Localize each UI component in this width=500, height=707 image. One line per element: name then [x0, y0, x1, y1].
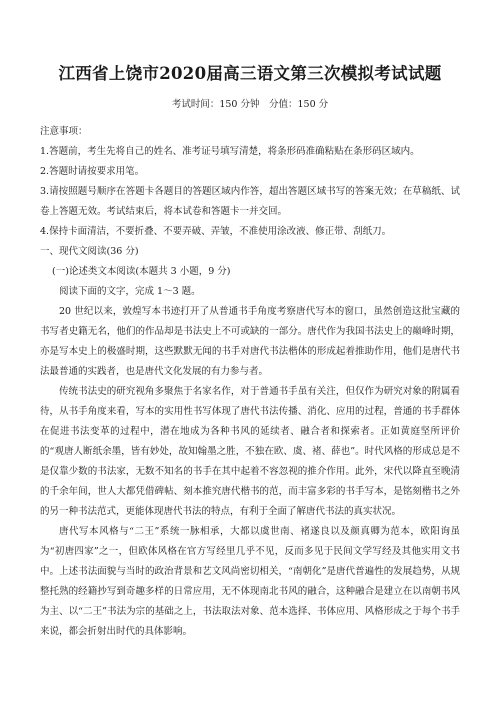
- notes-heading: 注意事项：: [40, 126, 88, 137]
- subsection-heading: (一)论述类文本阅读(本题共 3 小题，9 分): [52, 266, 231, 277]
- section-heading: 一、现代文阅读(36 分): [40, 246, 139, 257]
- note-item: 3.请按照题号顺序在答题卡各题目的答题区域内作答，超出答题区域书写的答案无效；在草稿纸、试卷上答题无效。考试结束后，将本试卷和答题卡一并交回。: [40, 186, 460, 217]
- document-title: 江西省上饶市2020届高三语文第三次模拟考试试题: [58, 64, 442, 83]
- body-paragraph: 唐代写本风格与“二王”系统一脉相承，大都以虞世南、褚遂良以及颜真卿为范本，欧阳询虽为“初唐四家”之一，但欧体风格在官方写经里几乎不见，反而多见于民间文学写经及其他实用文书中。上述书法面貌与当时的政治背景和艺文风尚密切相关，“南朝化”是唐代普遍性的发展趋势，从规整托熟的经籍抄写到奇趣多样的日常应用，无不体现南北书风的融合，这种融合是建立在以南朝书风为主、以“二王”书法为宗的基础之上，书法取法对象、范本选择、书体应用、风格形成之于每个书手来说，都会折射出时代的具体影响。: [40, 526, 460, 637]
- note-item: 4.保持卡面清洁，不要折叠、不要弄破、弄皱，不准使用涂改液、修正带、刮纸刀。: [40, 226, 392, 237]
- body-paragraph: 传统书法史的研究视角多聚焦于名家名作，对于普通书手虽有关注，但仅作为研究对象的附属看待，从书手角度来看，写本的实用性书写体现了唐代书法传播、消化、应用的过程，普通的书手群体在促进书法变革的过程中，潜在地成为各种书风的延续者、融合者和探索者。正如黄庭坚所评价的“观唐人断纸余墨，皆有妙处，故知翰墨之胜，不独在欧、虞、褚、薛也”。时代风格的形成总是不是仅靠少数的书法家，无数不知名的书手在其中起着不容忽视的推介作用。此外，宋代以降直至晚清的千余年间，世人大都凭借碑帖、刻本推究唐代楷书的范，而丰富多彩的书手写本，是铭刻楷书之外的另一种书法范式，更能体现唐代书法的特点，有利于全面了解唐代书法的真实状况。: [40, 386, 460, 517]
- note-item: 2.答题时请按要求用笔。: [40, 166, 145, 177]
- reading-instruction: 阅读下面的文字，完成 1～3 题。: [59, 286, 201, 297]
- note-item: 1.答题前，考生先将自己的姓名、准考证号填写清楚，将条形码准确粘贴在条形码区域内。: [40, 146, 420, 157]
- exam-info: 考试时间：150 分钟 分值：150 分: [171, 99, 329, 110]
- body-paragraph: 20 世纪以来，敦煌写本书迹打开了从普通书手角度考察唐代写本的窗口，虽然创造这批宝藏的书写者史籍无名，他们的作品却是书法史上不可或缺的一部分。唐代作为我国书法史上的巅峰时期，亦是写本史上的极盛时期，这些默默无闻的书手对唐代书法楷体的形成起着推助作用，他们是唐代书法最普通的实践者，也是唐代文化发展的有力参与者。: [40, 306, 460, 377]
